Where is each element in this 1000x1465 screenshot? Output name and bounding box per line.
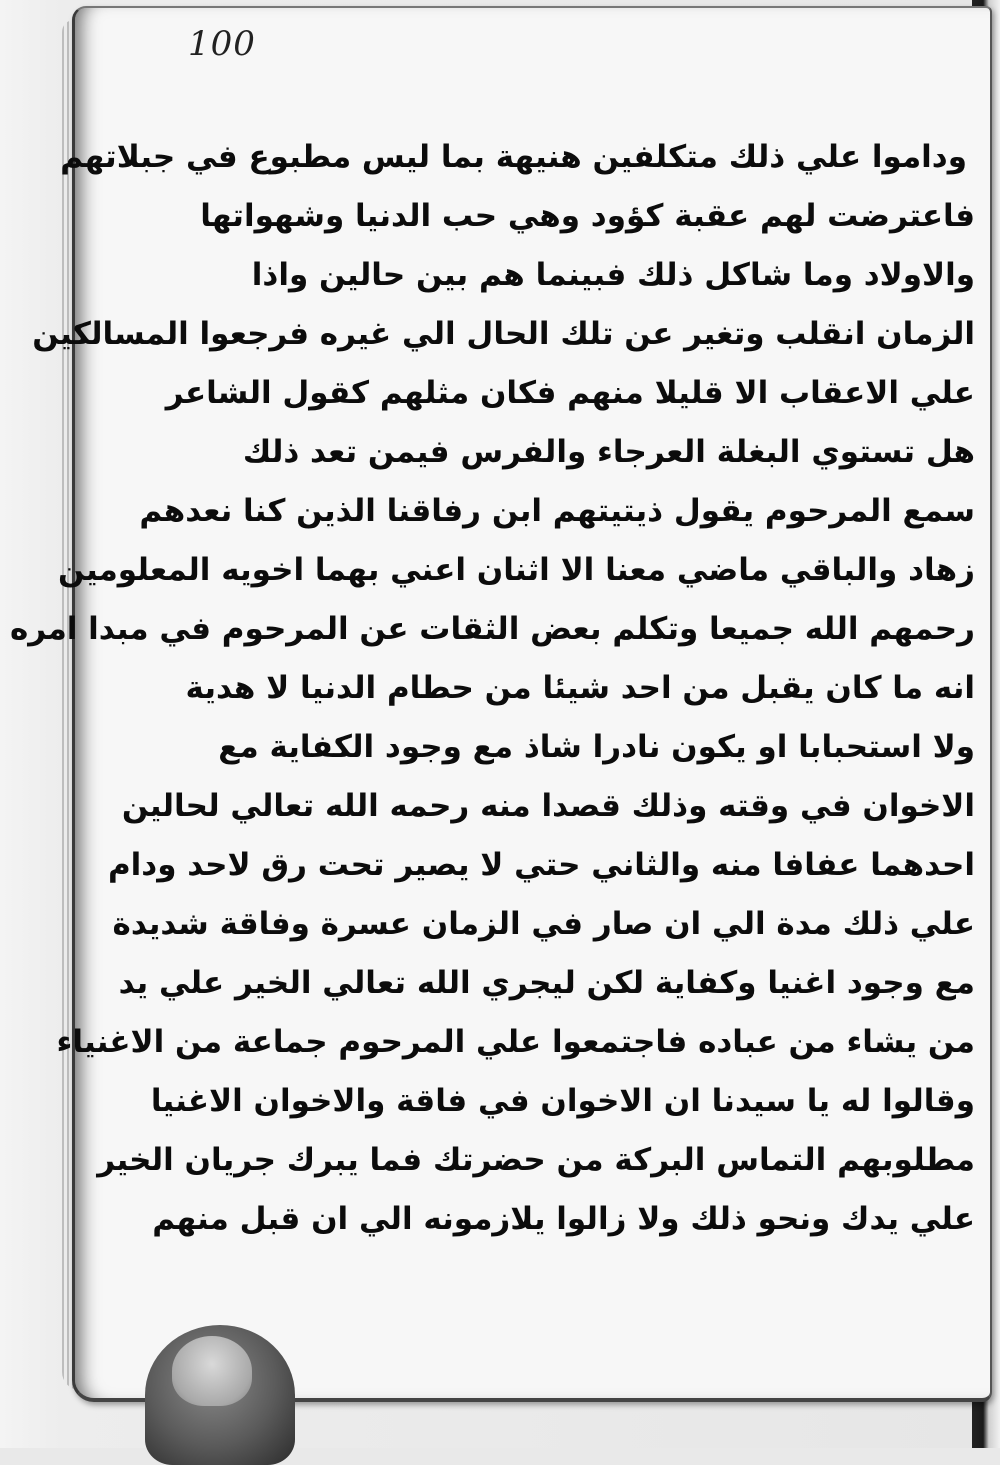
line-text: الزمان انقلب وتغير عن تلك الحال الي غيره فرجعوا المسالكين xyxy=(32,316,975,352)
line-text: زهاد والباقي ماضي معنا الا اثنان اعني بهما اخويه المعلومين xyxy=(58,552,975,588)
text-line xyxy=(107,836,975,895)
thumbnail-highlight xyxy=(172,1336,252,1406)
folio-number: 100 xyxy=(188,24,256,64)
text-line xyxy=(205,246,975,305)
line-text: مع وجود اغنيا وكفاية لكن ليجري الله تعالي الخير علي يد xyxy=(118,965,975,1001)
line-text: علي ذلك مدة الي ان صار في الزمان عسرة وفاقة شديدة xyxy=(112,906,975,942)
line-text: هل تستوي البغلة العرجاء والفرس فيمن تعد ذلك xyxy=(242,434,975,470)
line-text: ولا استحبابا او يكون نادرا شاذ مع وجود الكفاية مع xyxy=(218,729,975,765)
text-line xyxy=(112,895,975,954)
text-line xyxy=(200,187,975,246)
line-text: احدهما عفافا منه والثاني حتي لا يصير تحت رق لاحد ودام xyxy=(107,847,975,883)
text-line xyxy=(58,541,975,600)
text-line xyxy=(32,305,975,364)
line-text: وقالوا له يا سيدنا ان الاخوان في فاقة والاخوان الاغنيا xyxy=(150,1083,975,1119)
text-line xyxy=(56,1013,975,1072)
line-text: وداموا علي ذلك متكلفين هنيهة بما ليس مطبوع في جبلاتهم xyxy=(60,139,967,175)
text-line xyxy=(60,128,975,187)
line-text: رحمهم الله جميعا وتكلم بعض الثقات عن المرحوم في مبدا امره xyxy=(9,611,975,647)
line-text: الاخوان في وقته وذلك قصدا منه رحمه الله تعالي لحالين xyxy=(121,788,975,824)
text-line xyxy=(121,777,975,836)
text-line xyxy=(185,659,975,718)
text-line xyxy=(205,423,975,482)
text-line xyxy=(152,1190,975,1249)
text-line xyxy=(165,364,975,423)
text-line xyxy=(9,600,975,659)
text-line xyxy=(150,1072,975,1131)
line-text: علي يدك ونحو ذلك ولا زالوا يلازمونه الي ان قبل منهم xyxy=(152,1201,975,1237)
line-text: انه ما كان يقبل من احد شيئا من حطام الدنيا لا هدية xyxy=(185,670,975,706)
line-text: والاولاد وما شاكل ذلك فبينما هم بين حالين واذا xyxy=(251,257,975,293)
text-line xyxy=(139,482,975,541)
line-text: مطلوبهم التماس البركة من حضرتك فما يبرك جريان الخير xyxy=(97,1142,975,1178)
line-text: من يشاء من عباده فاجتمعوا علي المرحوم جماعة من الاغنياء xyxy=(56,1024,975,1060)
line-text: فاعترضت لهم عقبة كؤود وهي حب الدنيا وشهواتها xyxy=(200,198,975,234)
manuscript-text xyxy=(9,128,975,1249)
line-text: علي الاعقاب الا قليلا منهم فكان مثلهم كقول الشاعر xyxy=(165,375,975,411)
text-line xyxy=(97,1131,975,1190)
text-line xyxy=(205,718,975,777)
text-line xyxy=(118,954,975,1013)
line-text: سمع المرحوم يقول ذيتيتهم ابن رفاقنا الذين كنا نعدهم xyxy=(139,493,975,529)
